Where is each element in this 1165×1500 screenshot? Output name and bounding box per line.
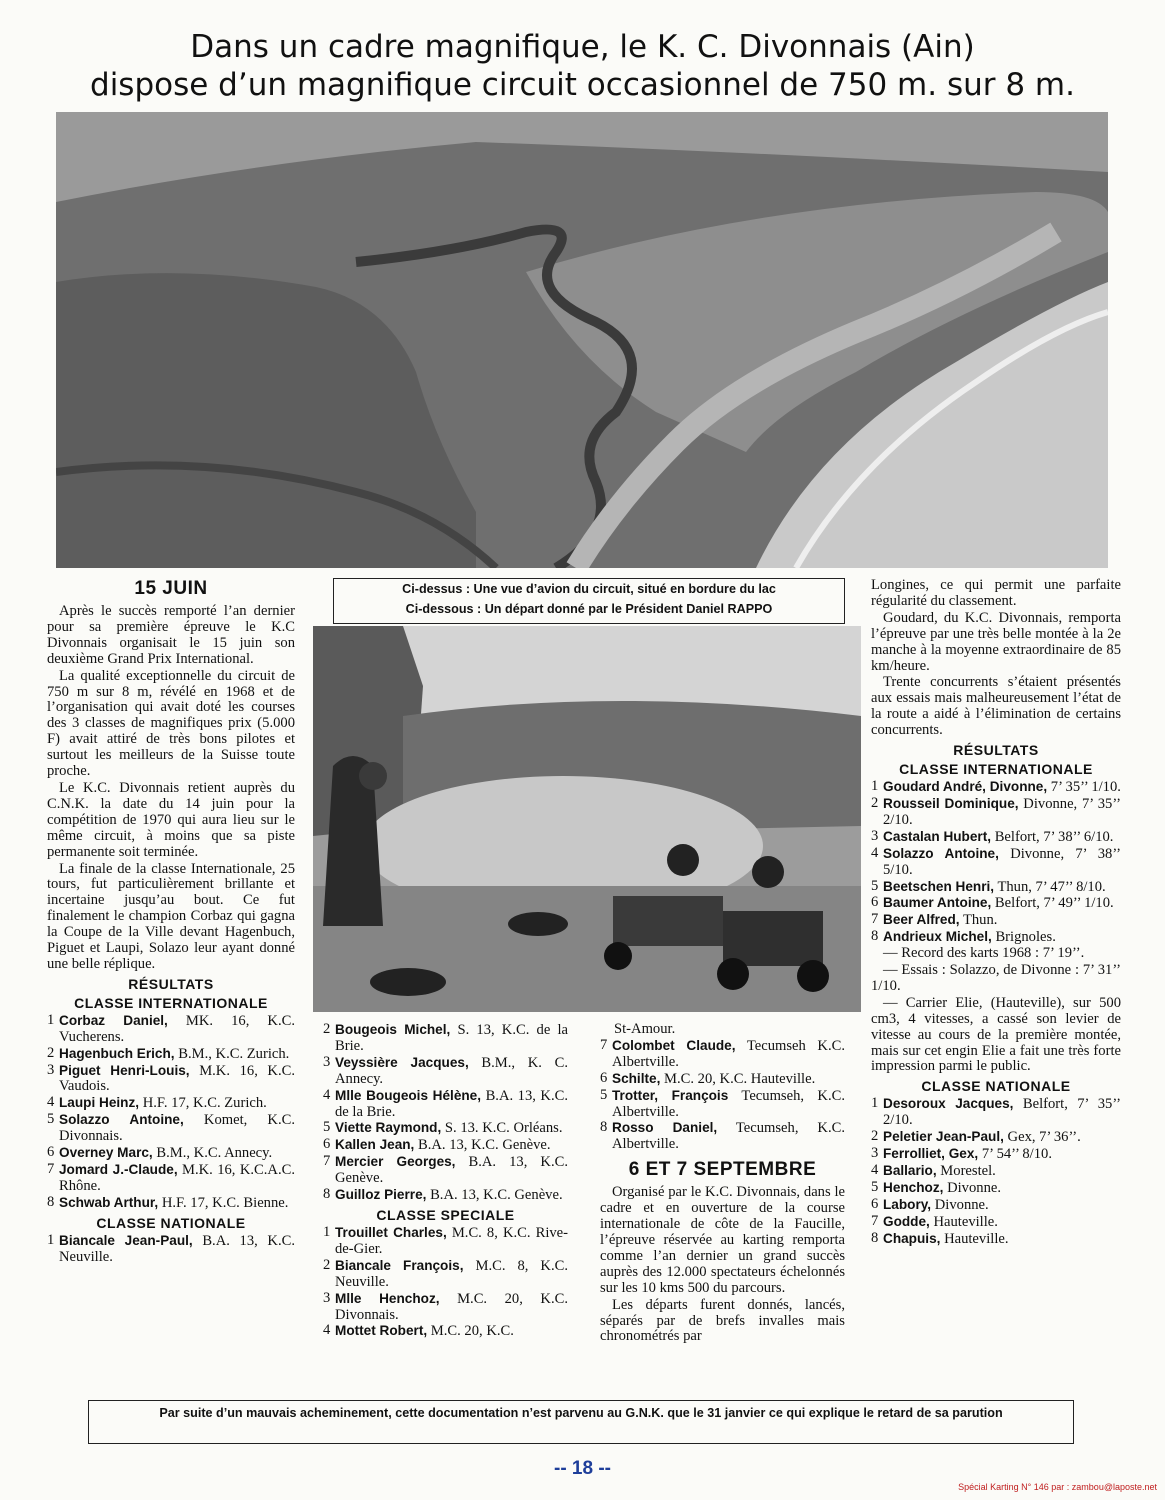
article-paragraph: Après le succès remporté l’an dernier pour sa première épreuve le K.C Divonnais organisait le 15 juin son deuxième Grand Prix International. — [47, 603, 295, 667]
result-rank: 1 — [871, 778, 879, 795]
result-details: M.C. 20, K.C. — [430, 1323, 514, 1340]
photo-caption — [333, 578, 845, 624]
article-paragraph: — Record des karts 1968 : 7’ 19’’. — [883, 945, 1085, 962]
result-row — [871, 1214, 1121, 1231]
driver-name: Rosso Daniel, — [612, 1120, 718, 1136]
driver-name: Solazzo Antoine, — [59, 1112, 184, 1128]
result-details: Hauteville. — [944, 1230, 1009, 1247]
result-row — [871, 1231, 1121, 1248]
driver-name: Jomard J.-Claude, — [59, 1162, 178, 1177]
result-row — [47, 1013, 295, 1046]
article-paragraph: La finale de la classe Internationale, 25 tours, fut particulièrement brillante et incertaine jusqu’au bout. Ce fut finalement le champion Corbaz qui gagna la Coupe de la Ville devant Hagenbuch, Piguet et Laupi, Solazo leur ayant donné une belle réplique. — [47, 860, 295, 972]
result-rank: 8 — [600, 1119, 608, 1136]
result-row — [47, 1162, 295, 1195]
driver-name: Veyssière Jacques, — [335, 1054, 469, 1070]
result-row — [600, 1120, 845, 1153]
result-details: B.A. 13, K.C. Genève. — [430, 1187, 563, 1204]
page-number: -- 18 -- — [554, 1458, 611, 1479]
result-row — [871, 895, 1121, 912]
result-rank: 2 — [323, 1021, 331, 1037]
driver-name: Godde, — [883, 1213, 930, 1229]
result-row — [871, 1096, 1121, 1129]
result-details: S. 13, K.C. de la Brie. — [335, 1022, 568, 1054]
result-details: S. 13. K.C. Orléans. — [444, 1120, 563, 1137]
result-row — [323, 1258, 568, 1291]
class-heading-internationale: CLASSE INTERNATIONALE — [74, 994, 268, 1011]
result-rank: 7 — [323, 1153, 331, 1170]
result-rank: 4 — [323, 1086, 331, 1103]
driver-name: Guilloz Pierre, — [335, 1187, 427, 1203]
caption-line-2: Ci-dessous : Un départ donné par le Président Daniel RAPPO — [405, 602, 773, 616]
result-row — [871, 1163, 1121, 1180]
result-rank: 7 — [871, 911, 879, 928]
article-paragraph: — Essais : Solazzo, de Divonne : 7’ 31’’ 1/10. — [871, 962, 1121, 994]
result-row — [323, 1154, 568, 1187]
result-row — [323, 1137, 568, 1154]
driver-name: Henchoz, — [883, 1179, 944, 1195]
result-row — [871, 846, 1121, 879]
result-row — [47, 1063, 295, 1096]
result-row — [871, 1180, 1121, 1197]
driver-name: Beer Alfred, — [883, 912, 960, 928]
column-4 — [871, 578, 1121, 1248]
column-2 — [323, 1022, 568, 1340]
aerial-photo-illustration — [56, 112, 1108, 568]
result-details: M.C. 8, K.C. Rive-de-Gier. — [335, 1224, 569, 1257]
result-row — [871, 929, 1121, 946]
result-details: H.F. 17, K.C. Zurich. — [142, 1095, 267, 1112]
result-row — [323, 1323, 568, 1340]
result-row — [323, 1088, 568, 1121]
page-headline — [30, 28, 1135, 104]
result-rank: 2 — [323, 1256, 331, 1273]
driver-name: Mlle Bougeois Hélène, — [335, 1087, 482, 1103]
result-row — [600, 1038, 845, 1071]
driver-name: Andrieux Michel, — [883, 929, 992, 945]
result-row — [323, 1187, 568, 1204]
result-rank: 6 — [323, 1136, 331, 1153]
driver-name: Peletier Jean-Paul, — [883, 1129, 1004, 1145]
article-paragraph: Le K.C. Divonnais retient auprès du C.N.K. la date du 14 juin pour la compétition de 1970 qui aura lieu sur le même circuit, à moins que sa piste permanente soit terminée. — [47, 779, 295, 860]
race-start-photo — [313, 626, 861, 1012]
result-rank: 6 — [600, 1069, 608, 1086]
result-rank: 8 — [871, 928, 879, 945]
result-rank: 2 — [871, 794, 879, 811]
result-row — [323, 1291, 568, 1324]
result-rank: 1 — [323, 1223, 331, 1240]
result-rank: 4 — [871, 1162, 879, 1178]
headline-line-2: dispose d’un magnifique circuit occasionnel de 750 m. sur 8 m. — [90, 67, 1075, 103]
result-row — [47, 1046, 295, 1063]
aerial-circuit-photo — [56, 112, 1108, 568]
article-paragraph: Les départs furent donnés, lancés, séparés par de brefs invalles mais chronométrés par — [600, 1296, 845, 1345]
driver-name: Desoroux Jacques, — [883, 1096, 1014, 1112]
article-paragraph: Goudard, du K.C. Divonnais, remporta l’épreuve par une très belle montée à la 2e manche à la moyenne extraordinaire de 85 km/heure. — [871, 609, 1121, 674]
result-details: Belfort, 7’ 35’’ 2/10. — [883, 1096, 1121, 1129]
result-details: M.K. 16, K.C.A.C. Rhône. — [59, 1162, 295, 1194]
result-details: Komet, K.C. Divonnais. — [59, 1112, 295, 1145]
result-row — [871, 1129, 1121, 1146]
driver-name: Labory, — [883, 1196, 932, 1212]
result-row — [871, 779, 1121, 796]
driver-name: Goudard André, Divonne, — [883, 779, 1048, 795]
result-details: 7’ 35’’ 1/10. — [1050, 779, 1121, 796]
result-row — [47, 1233, 295, 1266]
result-details: Divonne. — [934, 1196, 989, 1213]
result-row — [871, 912, 1121, 929]
driver-name: Corbaz Daniel, — [59, 1012, 168, 1028]
driver-name: Ferrolliet, Gex, — [883, 1146, 979, 1162]
delay-notice-text: Par suite d’un mauvais acheminement, cette documentation n’est parvenu au G.N.K. que le 31 janvier ce qui explique le retard de sa parution — [159, 1406, 1003, 1420]
driver-name: Kallen Jean, — [335, 1137, 415, 1153]
result-details: Tecumseh, K.C. Albertville. — [612, 1120, 845, 1153]
result-rank: 3 — [47, 1061, 55, 1078]
result-row — [47, 1195, 295, 1212]
result-row — [323, 1022, 568, 1055]
driver-name: Chapuis, — [883, 1230, 941, 1246]
article-paragraph: Organisé par le K.C. Divonnais, dans le cadre et en ouverture de la course internationale de côte de la Faucille, l’épreuve réservée au karting remporta comme l’an dernier un grand succès auprès des 12.000 spectateurs échelonnés sur les 10 kms 500 du parcours. — [600, 1184, 845, 1296]
result-details: M.C. 20, K.C. Divonnais. — [335, 1290, 568, 1323]
article-paragraph: La qualité exceptionnelle du circuit de 750 m sur 8 m, révélé en 1968 et de l’organisation qui avait doté les courses des 3 classes de magnifiques prix (5.000 F) avait attiré de très bons pilotes et surtout les meilleurs de la Suisse toute proche. — [47, 667, 295, 780]
result-details: 7’ 54’’ 8/10. — [981, 1146, 1052, 1163]
driver-name: Solazzo Antoine, — [883, 845, 999, 861]
result-details: Thun. — [962, 912, 998, 929]
result-rank: 3 — [323, 1053, 331, 1070]
driver-name: Mercier Georges, — [335, 1154, 456, 1170]
result-row — [871, 796, 1121, 829]
result-details: Hauteville. — [933, 1213, 998, 1230]
result-row — [871, 1197, 1121, 1214]
result-rank: 3 — [323, 1289, 331, 1306]
driver-name: Trotter, François — [612, 1087, 729, 1103]
result-rank: 5 — [323, 1119, 331, 1136]
article-paragraph: Trente concurrents s’étaient présentés aux essais mais malheureusement l’état de la route a aidé à l’élimination de certains concurrents. — [871, 674, 1121, 739]
result-details: B.A. 13, K.C. de la Brie. — [335, 1087, 568, 1120]
result-rank: 7 — [600, 1036, 608, 1053]
result-details: B.M., K.C. Zurich. — [178, 1045, 290, 1062]
driver-name: Biancale Jean-Paul, — [59, 1232, 193, 1248]
driver-name: Rousseil Dominique, — [883, 795, 1019, 811]
result-rank: 5 — [871, 1178, 879, 1195]
result-rank: 6 — [871, 894, 879, 911]
result-rank: 2 — [871, 1128, 879, 1145]
driver-name: Laupi Heinz, — [59, 1095, 140, 1111]
driver-name: Bougeois Michel, — [335, 1022, 451, 1037]
result-details: Divonne, 7’ 35’’ 2/10. — [883, 795, 1121, 828]
driver-name: Biancale François, — [335, 1257, 464, 1273]
driver-name: Hagenbuch Erich, — [59, 1045, 175, 1061]
result-row — [323, 1055, 568, 1088]
result-details: MK. 16, K.C. Vucherens. — [59, 1012, 295, 1045]
article-paragraph: — Carrier Elie, (Hauteville), sur 500 cm3, 4 vitesses, a cassé son levier de vitesse au cours de la première montée, mais sur cet engin Elie a fait une très forte impression parmi le public. — [871, 994, 1121, 1075]
result-rank: 1 — [47, 1011, 55, 1028]
result-row — [47, 1095, 295, 1112]
race-start-illustration — [313, 626, 861, 1012]
result-rank: 4 — [323, 1322, 331, 1339]
results-title: RÉSULTATS — [953, 742, 1039, 759]
result-row — [47, 1145, 295, 1162]
result-details: B.A. 13, K.C. Neuville. — [59, 1232, 295, 1265]
column-1 — [47, 578, 295, 1266]
result-row — [323, 1120, 568, 1137]
driver-name: Viette Raymond, — [335, 1120, 442, 1136]
driver-name: Trouillet Charles, — [335, 1224, 447, 1240]
driver-name: Colombet Claude, — [612, 1037, 736, 1053]
driver-name: Ballario, — [883, 1163, 937, 1178]
result-row — [871, 879, 1121, 896]
result-rank: 6 — [47, 1144, 55, 1161]
result-rank: 4 — [871, 844, 879, 861]
result-row — [600, 1071, 845, 1088]
caption-line-1: Ci-dessus : Une vue d’avion du circuit, situé en bordure du lac — [402, 582, 776, 596]
result-rank: 7 — [871, 1212, 879, 1229]
result-details: B.M., K. C. Annecy. — [335, 1054, 568, 1087]
class-heading-nationale: CLASSE NATIONALE — [921, 1078, 1071, 1095]
results-title: RÉSULTATS — [128, 975, 214, 992]
result-details: M.C. 8, K.C. Neuville. — [335, 1257, 568, 1290]
result-rank: 6 — [871, 1195, 879, 1212]
result-rank: 7 — [47, 1161, 55, 1177]
result-details: Belfort, 7’ 49’’ 1/10. — [994, 895, 1114, 912]
article-paragraph: Longines, ce qui permit une parfaite régularité du classement. — [871, 577, 1121, 609]
driver-name: Castalan Hubert, — [883, 828, 992, 844]
result-rank: 3 — [871, 1145, 879, 1162]
class-heading-internationale: CLASSE INTERNATIONALE — [899, 761, 1093, 778]
result-details: Divonne, 7’ 38’’ 5/10. — [883, 845, 1121, 878]
driver-name: Piguet Henri-Louis, — [59, 1062, 190, 1078]
driver-name: Mlle Henchoz, — [335, 1290, 440, 1306]
result-row — [323, 1225, 568, 1258]
driver-name: Schwab Arthur, — [59, 1194, 159, 1210]
result-rank: 5 — [600, 1086, 608, 1103]
result-details: B.M., K.C. Annecy. — [156, 1145, 273, 1162]
result-rank: 2 — [47, 1044, 55, 1061]
column-3 — [600, 1022, 845, 1346]
result-details: M.K. 16, K.C. Vaudois. — [59, 1062, 296, 1095]
class-heading-nationale: CLASSE NATIONALE — [96, 1214, 246, 1231]
result-row — [47, 1112, 295, 1145]
result-rank: 5 — [871, 877, 879, 894]
result-details: Tecumseh, K.C. Albertville. — [612, 1087, 845, 1120]
result-rank: 4 — [47, 1094, 55, 1111]
result-rank: 3 — [871, 827, 879, 844]
result-rank: 8 — [323, 1186, 331, 1203]
driver-name: Overney Marc, — [59, 1145, 153, 1161]
result-details: M.C. 20, K.C. Hauteville. — [664, 1070, 816, 1087]
result-details: Gex, 7’ 36’’. — [1007, 1129, 1081, 1146]
result-details: Tecumseh K.C. Albertville. — [612, 1037, 845, 1070]
driver-name: Mottet Robert, — [335, 1323, 428, 1339]
section-heading-septembre: 6 ET 7 SEPTEMBRE — [628, 1159, 817, 1181]
result-row — [600, 1088, 845, 1121]
result-details: Thun, 7’ 47’’ 8/10. — [997, 878, 1106, 895]
driver-name: Schilte, — [612, 1070, 661, 1086]
result-details: Brignoles. — [995, 929, 1056, 946]
result-rank: 8 — [47, 1193, 55, 1210]
result-details: Belfort, 7’ 38’’ 6/10. — [994, 828, 1114, 845]
scan-credit: Spécial Karting N° 146 par : zambou@laposte.net — [958, 1482, 1157, 1492]
result-rank: 1 — [871, 1095, 879, 1112]
result-row — [871, 829, 1121, 846]
result-rank: 5 — [47, 1111, 55, 1128]
continued-text: St-Amour. — [614, 1021, 676, 1037]
result-details: B.A. 13, K.C. Genève. — [418, 1137, 551, 1154]
result-details: B.A. 13, K.C. Genève. — [335, 1154, 568, 1187]
result-details: Divonne. — [947, 1179, 1001, 1196]
result-rank: 1 — [47, 1231, 55, 1248]
headline-line-1: Dans un cadre magnifique, le K. C. Divonnais (Ain) — [190, 29, 975, 65]
result-rank: 8 — [871, 1229, 879, 1246]
delay-notice-box — [88, 1400, 1074, 1444]
section-heading-15-juin: 15 JUIN — [134, 578, 208, 599]
result-details: H.F. 17, K.C. Bienne. — [161, 1194, 289, 1211]
class-heading-speciale: CLASSE SPECIALE — [376, 1206, 515, 1223]
driver-name: Beetschen Henri, — [883, 878, 995, 894]
result-details: Morestel. — [940, 1163, 996, 1179]
driver-name: Baumer Antoine, — [883, 895, 992, 911]
result-row — [871, 1146, 1121, 1163]
